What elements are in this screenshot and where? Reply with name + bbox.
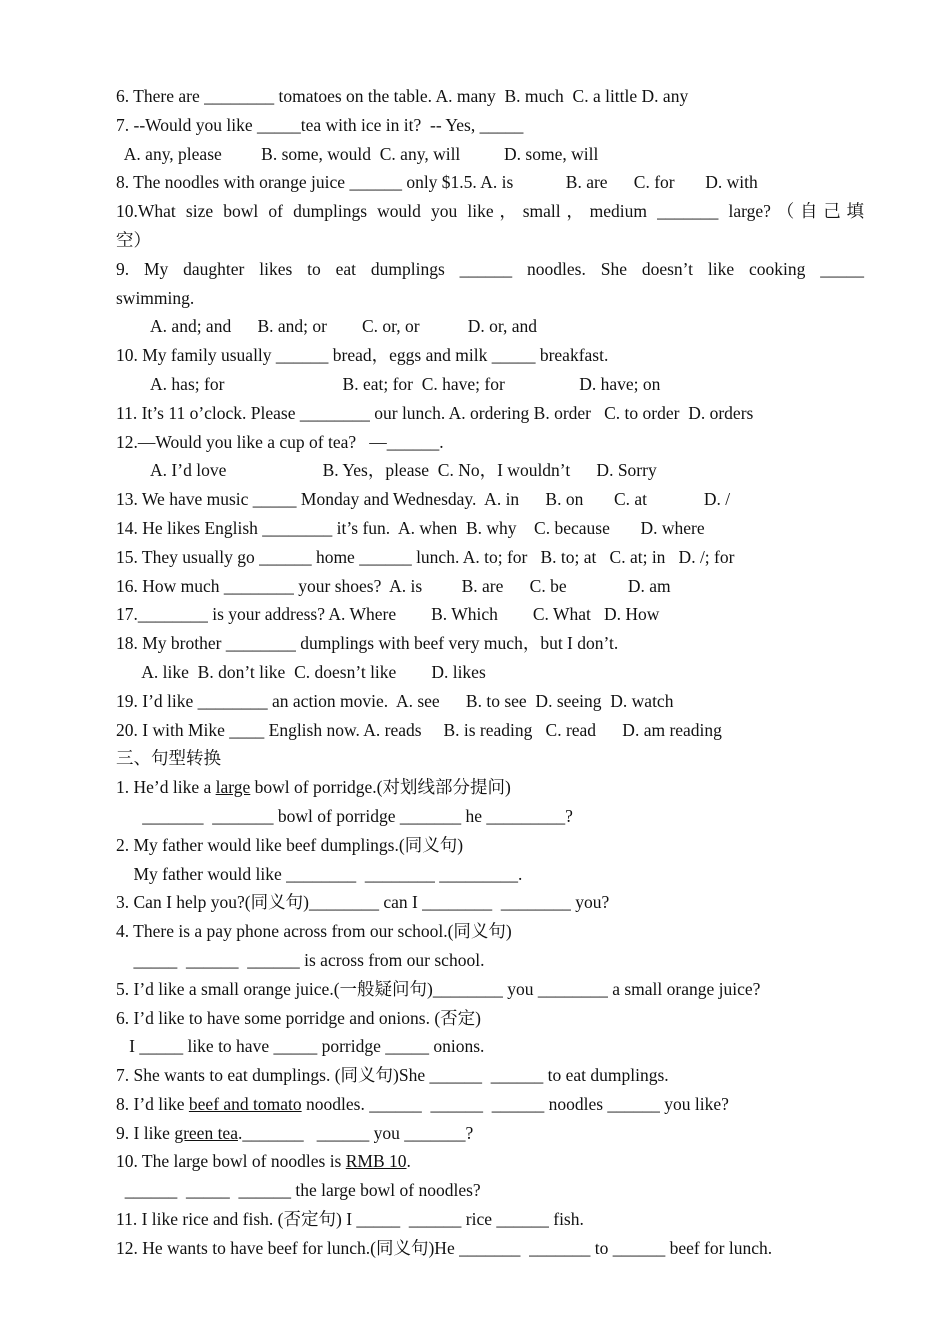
worksheet-line: 14. He likes English ________ it’s fun. A. when B. why C. because D. where xyxy=(116,517,705,538)
underlined-phrase: beef and tomato xyxy=(188,1093,302,1114)
worksheet-line: 11. I like rice and fish. (否定句) I _____ ______ rice ______ fish. xyxy=(116,1209,584,1230)
worksheet-line: 12.—Would you like a cup of tea? —______. xyxy=(116,431,444,452)
worksheet-line: 9. I like green tea._______ ______ you _______? xyxy=(116,1122,474,1143)
worksheet-line: ______ _____ ______ the large bowl of noodles? xyxy=(116,1180,481,1201)
worksheet-line: 9. My daughter likes to eat dumplings ______ noodles. She doesn’t like cooking _____ xyxy=(116,258,864,279)
worksheet-line: 13. We have music _____ Monday and Wednesday. A. in B. on C. at D. / xyxy=(116,489,731,510)
worksheet-line: 16. How much ________ your shoes? A. is B. are C. be D. am xyxy=(116,575,671,596)
worksheet-line: 5. I’d like a small orange juice.(一般疑问句)________ you ________ a small orange juice? xyxy=(116,978,761,999)
worksheet-line: 三、句型转换 xyxy=(116,748,221,769)
worksheet-line: My father would like ________ ________ _________. xyxy=(116,863,523,884)
underlined-phrase: green tea xyxy=(174,1122,238,1143)
worksheet-line: A. like B. don’t like C. doesn’t like D. likes xyxy=(116,661,486,682)
worksheet-line: 3. Can I help you?(同义句)________ can I ________ ________ you? xyxy=(116,892,610,913)
worksheet-line: 15. They usually go ______ home ______ lunch. A. to; for B. to; at C. at; in D. /; for xyxy=(116,546,735,567)
worksheet-line: 19. I’d like ________ an action movie. A. see B. to see D. seeing D. watch xyxy=(116,690,674,711)
worksheet-line: 7. --Would you like _____tea with ice in it? -- Yes, _____ xyxy=(116,114,524,135)
worksheet-line: 10. The large bowl of noodles is RMB 10. xyxy=(116,1151,411,1172)
worksheet xyxy=(116,82,864,1263)
worksheet-line: 6. I’d like to have some porridge and onions. (否定) xyxy=(116,1007,481,1028)
worksheet-line: A. has; for B. eat; for C. have; for D. have; on xyxy=(116,373,661,394)
worksheet-line: 8. The noodles with orange juice ______ only $1.5. A. is B. are C. for D. with xyxy=(116,172,758,193)
worksheet-line: 7. She wants to eat dumplings. (同义句)She ______ ______ to eat dumplings. xyxy=(116,1065,669,1086)
worksheet-line: 11. It’s 11 o’clock. Please ________ our lunch. A. ordering B. order C. to order D. orders xyxy=(116,402,754,423)
worksheet-line: 6. There are ________ tomatoes on the table. A. many B. much C. a little D. any xyxy=(116,86,689,106)
worksheet-line: 18. My brother ________ dumplings with beef very much，but I don’t. xyxy=(116,633,619,654)
worksheet-line: 8. I’d like beef and tomato noodles. ______ ______ ______ noodles ______ you like? xyxy=(116,1093,729,1114)
worksheet-line: 4. There is a pay phone across from our school.(同义句) xyxy=(116,921,512,942)
underlined-phrase: RMB 10 xyxy=(345,1151,407,1172)
worksheet-line: A. I’d love B. Yes，please C. No，I wouldn’t D. Sorry xyxy=(116,460,657,481)
worksheet-line: 12. He wants to have beef for lunch.(同义句)He _______ _______ to ______ beef for lunch. xyxy=(116,1237,773,1258)
underlined-phrase: large xyxy=(215,777,251,798)
worksheet-line: 17.________ is your address? A. Where B. Which C. What D. How xyxy=(116,604,660,625)
worksheet-line: A. any, please B. some, would C. any, will D. some, will xyxy=(116,143,599,164)
worksheet-line: I _____ like to have _____ porridge _____ onions. xyxy=(116,1036,485,1057)
worksheet-line: 1. He’d like a large bowl of porridge.(对划线部分提问) xyxy=(116,777,511,798)
worksheet-line: 2. My father would like beef dumplings.(同义句) xyxy=(116,834,464,855)
worksheet-line: _____ ______ ______ is across from our school. xyxy=(116,949,485,970)
worksheet-line: swimming. xyxy=(116,287,195,308)
worksheet-line: 10.What size bowl of dumplings would you like，small，medium _______ large?（自己填 xyxy=(116,201,864,222)
worksheet-line: _______ _______ bowl of porridge _______ he _________? xyxy=(116,805,573,826)
worksheet-line: A. and; and B. and; or C. or, or D. or, and xyxy=(116,316,537,337)
worksheet-line: 空） xyxy=(116,229,151,250)
worksheet-line: 10. My family usually ______ bread，eggs and milk _____ breakfast. xyxy=(116,345,609,366)
worksheet-line: 20. I with Mike ____ English now. A. reads B. is reading C. read D. am reading xyxy=(116,719,722,740)
